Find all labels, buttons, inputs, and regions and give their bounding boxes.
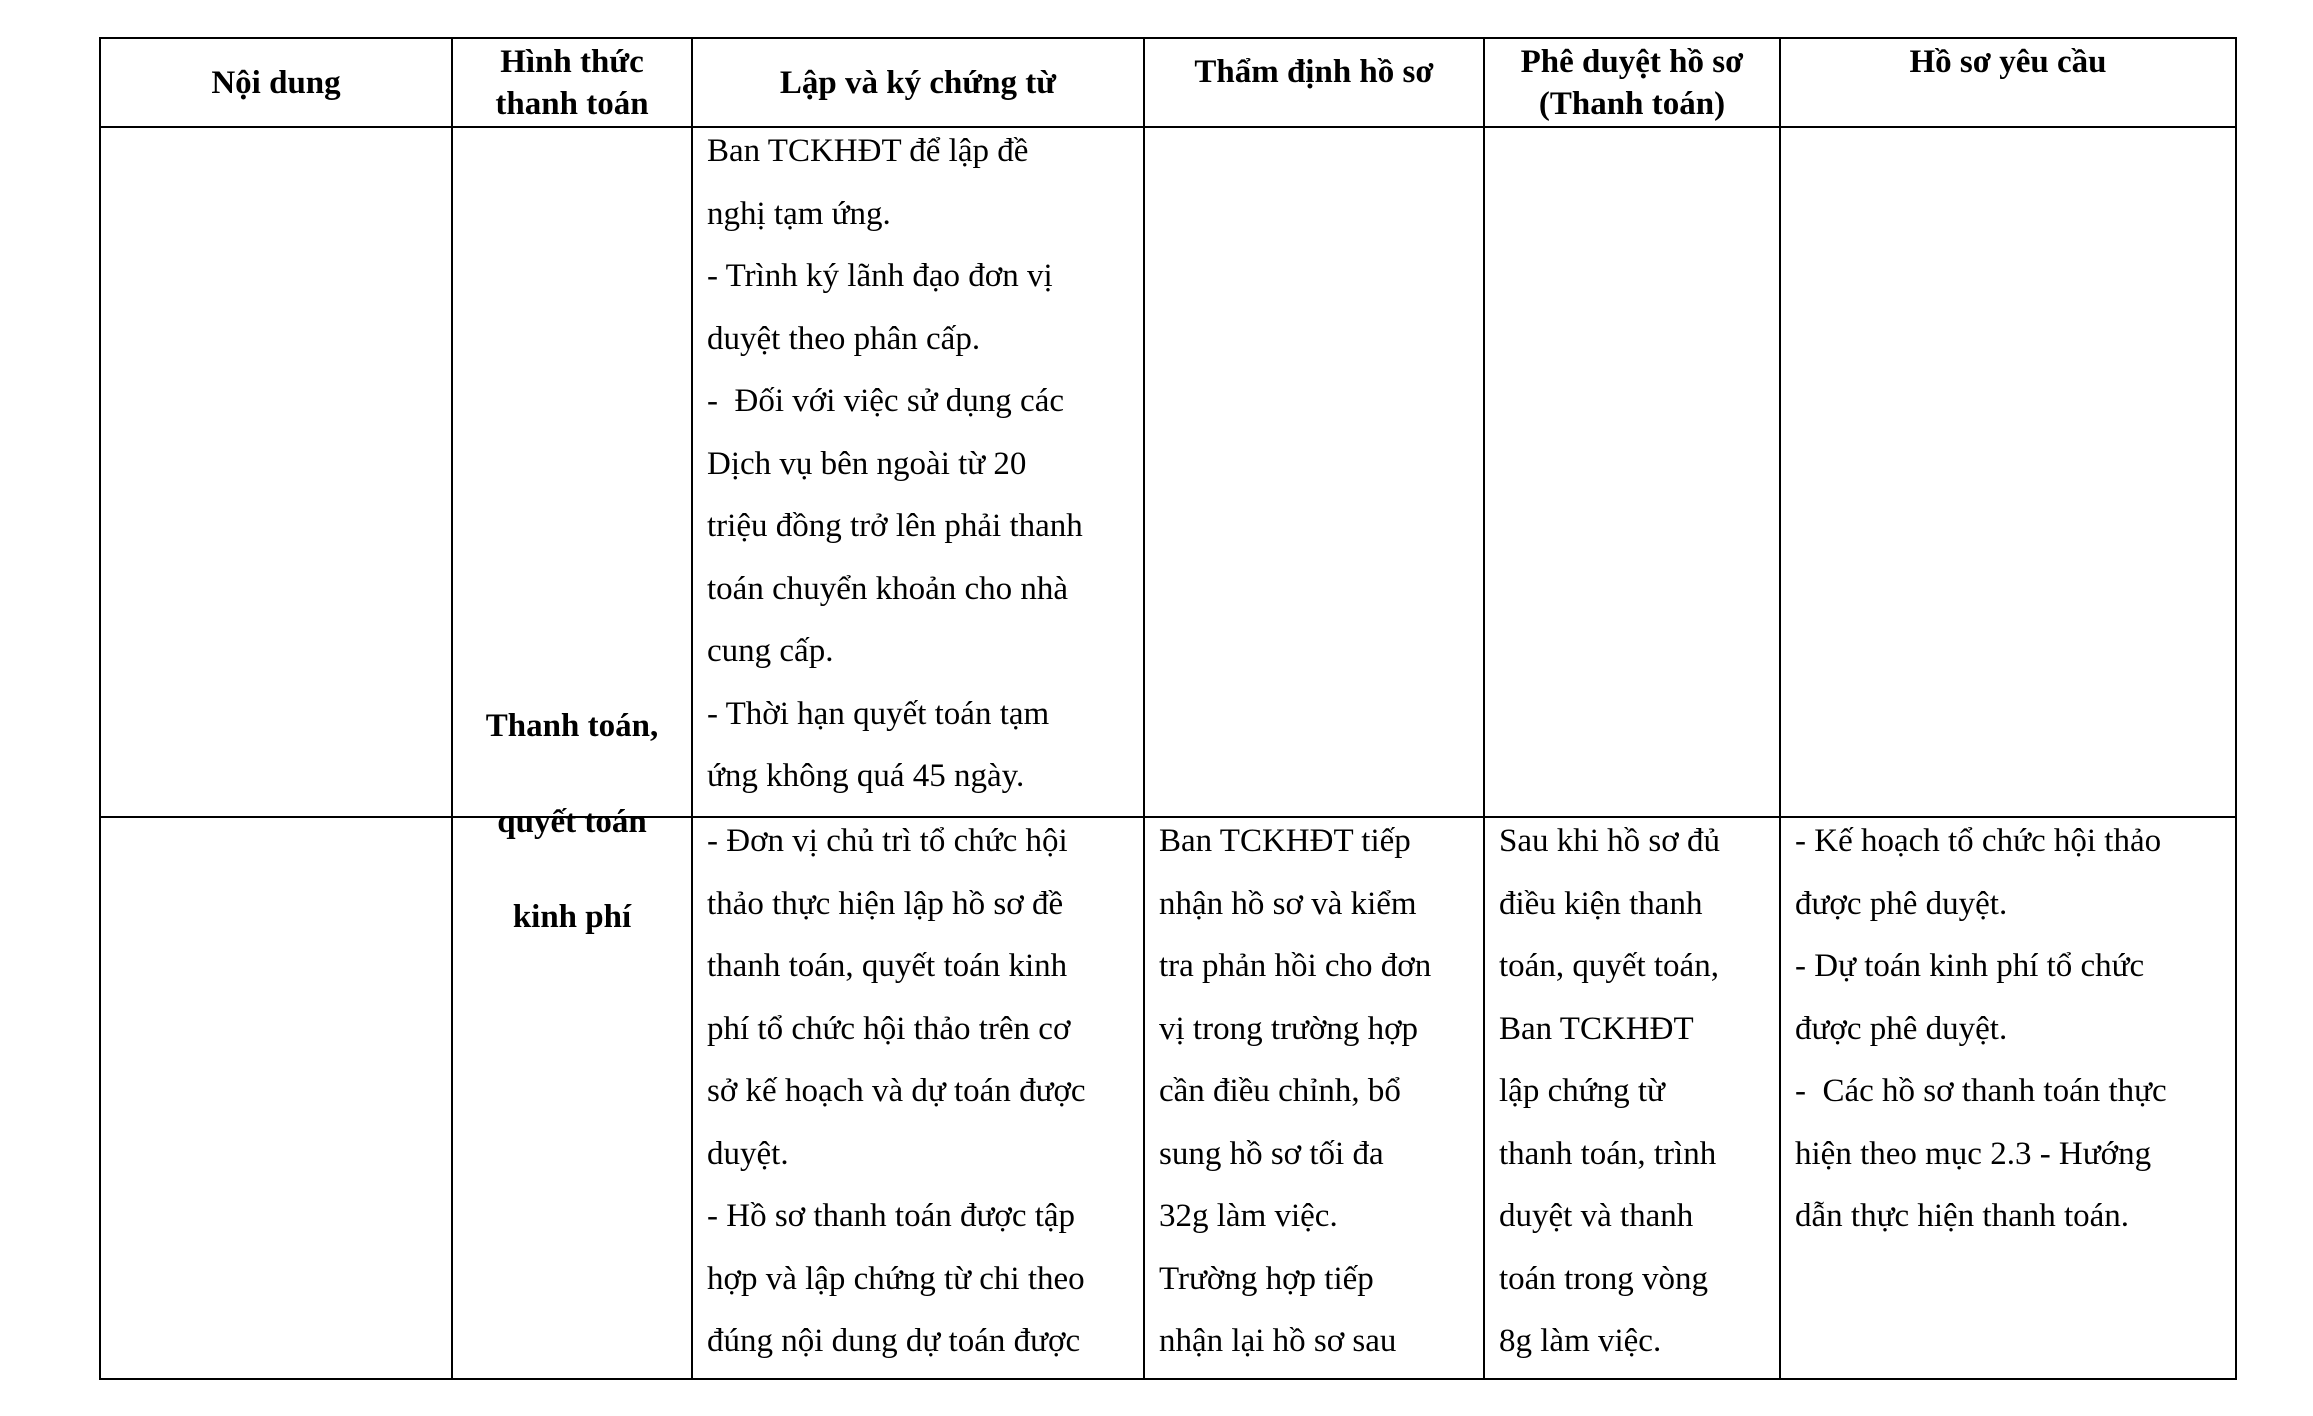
table-header-row [100,38,2236,127]
text-line: - Trình ký lãnh đạo đơn vị [707,258,1053,294]
header-phe-duyet [1484,38,1780,127]
text-line: sở kế hoạch và dự toán được [707,1073,1086,1109]
text-line: thanh toán, trình [1499,1135,1717,1172]
text-line: Trường hợp tiếp [1159,1260,1374,1297]
text-line: 8g làm việc. [1499,1323,1662,1359]
text-line: toán trong vòng [1499,1260,1708,1297]
text-line: điều kiện thanh [1499,885,1703,922]
text-line: duyệt theo phân cấp. [707,320,981,357]
header-phe-duyet-text: Phê duyệt hồ sơ (Thanh toán) [1520,44,1744,122]
header-hinh-thuc-text: Hình thức thanh toán [495,44,649,122]
text-line: dẫn thực hiện thanh toán. [1795,1198,2130,1234]
header-lap-ky: Lập và ký chứng từ [692,38,1144,127]
text-line: được phê duyệt. [1795,1010,2008,1047]
text-line: - Đối với việc sử dụng các [707,383,1064,419]
text-line: Dịch vụ bên ngoài từ 20 [707,445,1027,482]
text-line: Sau khi hồ sơ đủ [1499,823,1720,859]
cell-phe-duyet [1484,127,1780,817]
cell-tham-dinh [1144,127,1484,817]
text-line: - Các hồ sơ thanh toán thực [1795,1073,2167,1109]
text-line: lập chứng từ [1499,1073,1665,1109]
text-line: sung hồ sơ tối đa [1159,1135,1384,1172]
text-line: cung cấp. [707,633,834,669]
text-line: nhận lại hồ sơ sau [1159,1323,1397,1359]
text-line: - Kế hoạch tổ chức hội thảo [1795,823,2162,859]
cell-text [1145,810,1483,1373]
text-line: - Thời hạn quyết toán tạm [707,695,1050,732]
text-line: ứng không quá 45 ngày. [707,758,1025,794]
cell-ho-so [1780,817,2236,1379]
text-line: - Dự toán kinh phí tổ chức [1795,948,2145,984]
cell-text [693,120,1143,808]
text-line: nhận hồ sơ và kiểm [1159,885,1417,922]
text-line: duyệt và thanh [1499,1198,1694,1234]
text-line: Ban TCKHĐT tiếp [1159,823,1411,859]
text-line: phí tổ chức hội thảo trên cơ [707,1010,1071,1047]
text-line: 32g làm việc. [1159,1198,1338,1234]
text-line: duyệt. [707,1135,789,1172]
text-line: cần điều chỉnh, bổ [1159,1073,1401,1109]
cell-phe-duyet [1484,817,1780,1379]
text-line: thảo thực hiện lập hồ sơ đề [707,885,1064,922]
cell-noi-dung [100,817,452,1379]
header-noi-dung: Nội dung [100,38,452,127]
cell-hinh-thuc [452,708,692,1379]
header-tham-dinh: Thẩm định hồ sơ [1144,38,1484,127]
text-line: thanh toán, quyết toán kinh [707,948,1068,984]
header-hinh-thuc [452,38,692,127]
cell-text [1485,810,1779,1373]
text-line: - Đơn vị chủ trì tổ chức hội [707,823,1068,859]
text-line: tra phản hồi cho đơn [1159,948,1432,984]
text-line: toán, quyết toán, [1499,948,1719,984]
cell-lap-ky [692,127,1144,817]
document-table [99,37,2237,1380]
cell-noi-dung [100,127,452,817]
text-line: triệu đồng trở lên phải thanh [707,508,1083,544]
text-line: vị trong trường hợp [1159,1010,1419,1047]
text-line: toán chuyển khoản cho nhà [707,570,1069,607]
text-line: nghị tạm ứng. [707,195,891,232]
text-line: hợp và lập chứng từ chi theo [707,1260,1085,1297]
table-row [100,127,2236,817]
cell-tham-dinh [1144,817,1484,1379]
text-line: hiện theo mục 2.3 - Hướng [1795,1135,2152,1172]
cell-text [1781,810,2235,1248]
table-row [100,817,2236,1379]
text-line: Ban TCKHĐT [1499,1010,1694,1047]
cell-text [453,695,691,949]
text-line: - Hồ sơ thanh toán được tập [707,1198,1076,1234]
text-line: quyết toán [497,803,647,840]
cell-text [693,810,1143,1373]
cell-lap-ky [692,817,1144,1379]
text-line: Thanh toán, [485,708,659,744]
text-line: được phê duyệt. [1795,885,2008,922]
text-line: kinh phí [512,899,632,935]
text-line: đúng nội dung dự toán được [707,1323,1081,1359]
text-line: Ban TCKHĐT để lập đề [707,133,1029,169]
cell-ho-so [1780,127,2236,817]
header-ho-so: Hồ sơ yêu cầu [1780,38,2236,127]
